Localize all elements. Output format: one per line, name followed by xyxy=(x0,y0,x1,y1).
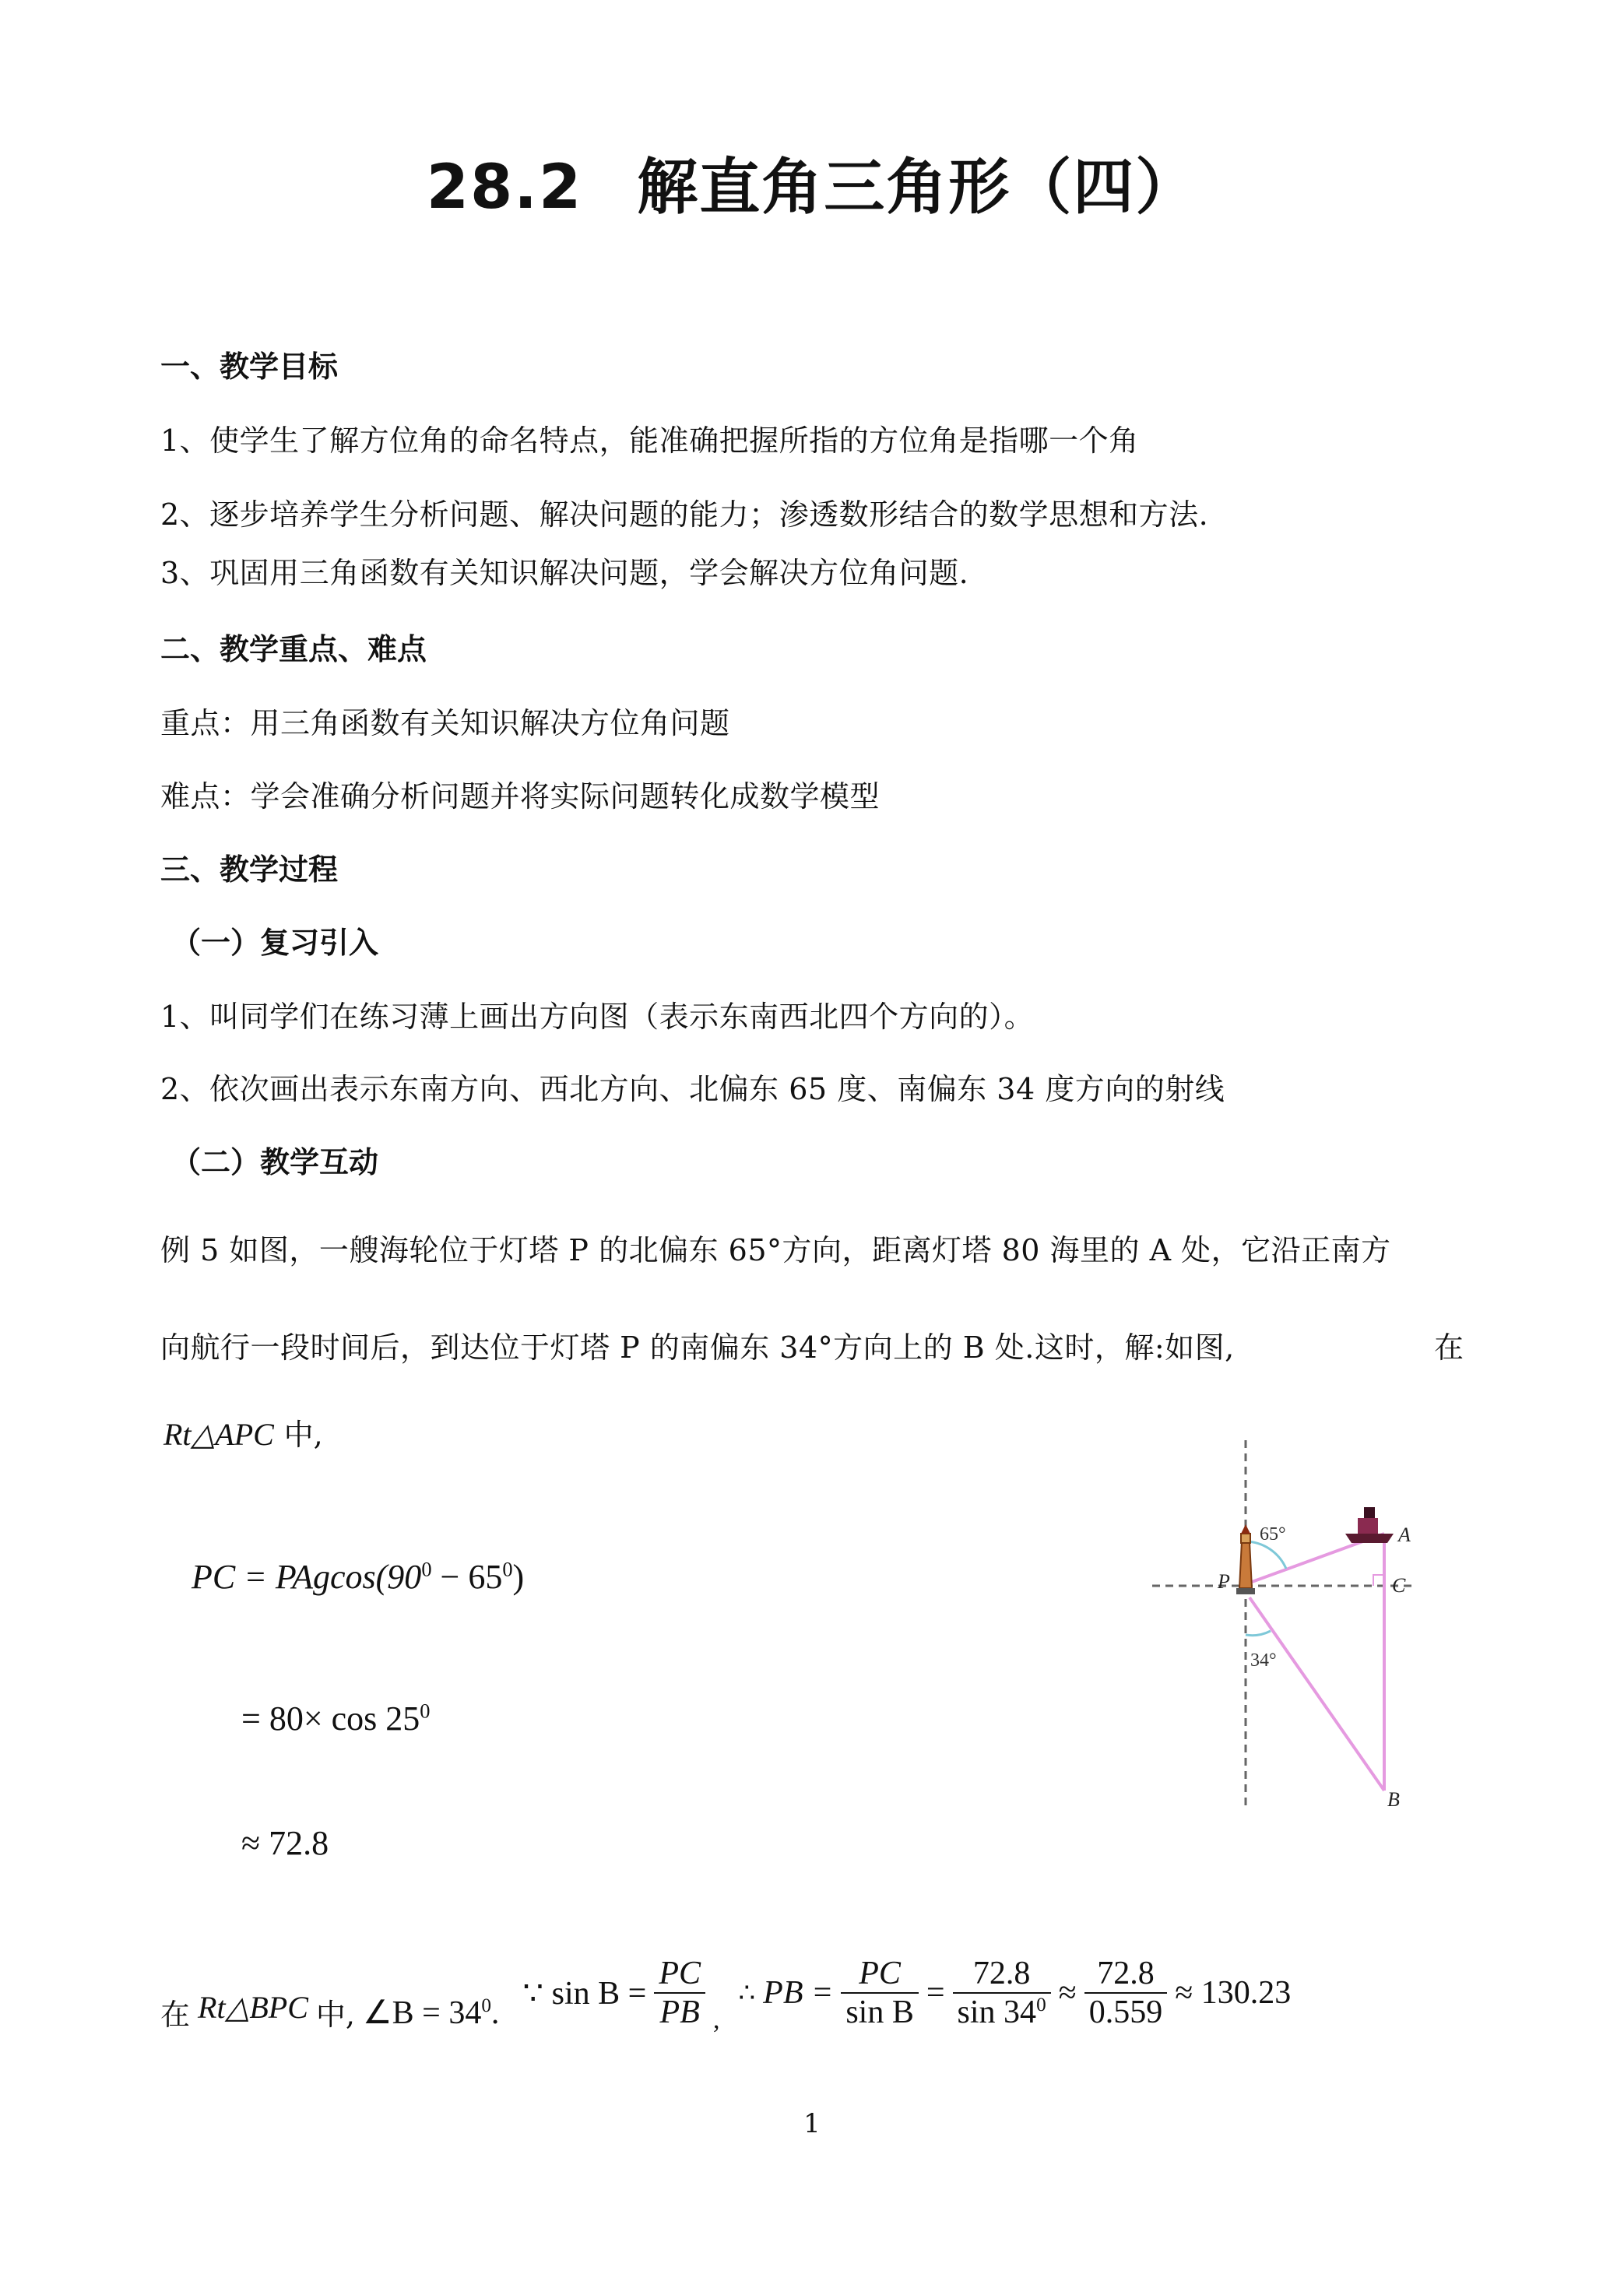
because-sinb: ∵ sin B = xyxy=(522,1976,647,2012)
review-step-2: 2、依次画出表示东南方向、西北方向、北偏东 65 度、南偏东 34 度方向的射线 xyxy=(160,1072,1225,1106)
angle-b-text: ∠B = 34 xyxy=(362,1995,482,2031)
title-number: 28.2 xyxy=(426,153,583,223)
eq2-text: = 80× cos 25 xyxy=(241,1699,420,1738)
section-heading-objectives: 一、教学目标 xyxy=(160,350,339,384)
equation-cos25 xyxy=(241,1699,430,1738)
fraction-728-0559 xyxy=(1084,1955,1168,2031)
fraction-728-sin34 xyxy=(953,1955,1051,2031)
angle-b-sup: 0 xyxy=(481,1995,491,2016)
eq1-sup-1: 0 xyxy=(421,1557,432,1581)
zhong-text: 中, xyxy=(283,1418,323,1452)
right-angle-mark xyxy=(1373,1575,1384,1586)
eq2-sup: 0 xyxy=(420,1699,431,1723)
frac3-den-text: sin 34 xyxy=(957,1995,1037,2030)
objective-2: 2、逐步培养学生分析问题、解决问题的能力；渗透数形结合的数学思想和方法. xyxy=(160,497,1209,532)
bearing-figure xyxy=(1137,1432,1464,1822)
zai-text: 在 xyxy=(160,1998,191,2032)
approx-sign: ≈ xyxy=(1058,1975,1077,2011)
title-text: 解直角三角形（四） xyxy=(637,153,1198,223)
segment-pb xyxy=(1250,1597,1384,1791)
label-b: B xyxy=(1387,1788,1400,1811)
frac1-num: PC xyxy=(654,1955,705,1994)
angle-label-65: 65° xyxy=(1260,1524,1286,1545)
equals-sign: = xyxy=(926,1975,945,2011)
eq1-mid: − 65 xyxy=(431,1558,503,1596)
final-result: ≈ 130.23 xyxy=(1175,1975,1292,2011)
objective-1: 1、使学生了解方位角的命名特点，能准确把握所指的方位角是指哪一个角 xyxy=(160,424,1139,458)
eq1-start: PC = PAgcos(90 xyxy=(192,1558,422,1596)
page-number: 1 xyxy=(803,2108,821,2139)
section-heading-key-points: 二、教学重点、难点 xyxy=(160,632,427,666)
pb-eq: PB = xyxy=(763,1975,834,2011)
equation-pb-line xyxy=(160,1946,1291,2040)
zhong2-text: 中, xyxy=(315,1998,355,2032)
comma: , xyxy=(713,2005,720,2034)
difficult-point: 难点：学会准确分析问题并将实际问题转化成数学模型 xyxy=(160,779,881,814)
subsection-interaction: （二）教学互动 xyxy=(171,1145,379,1179)
page-title xyxy=(0,139,1624,226)
frac2-den: sin B xyxy=(845,1995,914,2030)
example-text-line-2-end: 在 xyxy=(1434,1330,1464,1365)
frac4-den: 0.559 xyxy=(1088,1995,1163,2030)
frac3-den xyxy=(953,1994,1051,2031)
lighthouse-icon xyxy=(1236,1524,1255,1594)
label-c: C xyxy=(1392,1574,1406,1597)
subsection-review: （一）复习引入 xyxy=(171,926,379,960)
rt-bpc-symbol: Rt△BPC xyxy=(198,1990,308,2025)
rt-apc-symbol: Rt△APC xyxy=(163,1417,274,1452)
eq1-end: ) xyxy=(512,1558,525,1596)
frac2-num: PC xyxy=(841,1955,919,1994)
example-text-line-1: 例 5 如图，一艘海轮位于灯塔 P 的北偏东 65°方向，距离灯塔 80 海里的 A 处，它沿正南方 xyxy=(160,1233,1391,1267)
label-a: A xyxy=(1398,1524,1411,1546)
key-point: 重点：用三角函数有关知识解决方位角问题 xyxy=(160,706,730,740)
frac4-num: 72.8 xyxy=(1084,1955,1168,1994)
angle-b: ∠B = $34^0$. xyxy=(362,1995,500,2031)
review-step-1: 1、叫同学们在练习薄上画出方向图（表示东南西北四个方向的）。 xyxy=(160,1000,1035,1034)
frac1-den: PB xyxy=(659,1995,700,2030)
objective-3: 3、巩固用三角函数有关知识解决问题，学会解决方位角问题. xyxy=(160,556,969,590)
section-heading-process: 三、教学过程 xyxy=(160,852,339,887)
therefore-symbol: ∴ xyxy=(738,1979,756,2008)
angle-label-34: 34° xyxy=(1250,1650,1277,1671)
equation-pc xyxy=(192,1557,524,1597)
equation-approx: ≈ 72.8 xyxy=(241,1824,329,1862)
eq1-sup-2: 0 xyxy=(502,1557,513,1581)
ship-icon xyxy=(1345,1507,1394,1543)
rt-triangle-apc-line xyxy=(163,1411,323,1453)
label-p: P xyxy=(1218,1570,1230,1593)
example-text-line-2: 向航行一段时间后，到达位于灯塔 P 的南偏东 34°方向上的 B 处.这时，解:如图, xyxy=(160,1330,1235,1365)
frac3-num: 72.8 xyxy=(953,1955,1051,1994)
angle-arc-34 xyxy=(1246,1631,1271,1636)
frac3-den-sup: 0 xyxy=(1036,1995,1046,2016)
fraction-pc-sinb xyxy=(841,1955,919,2031)
fraction-pc-pb xyxy=(654,1955,705,2031)
angle-arc-65 xyxy=(1246,1541,1286,1569)
